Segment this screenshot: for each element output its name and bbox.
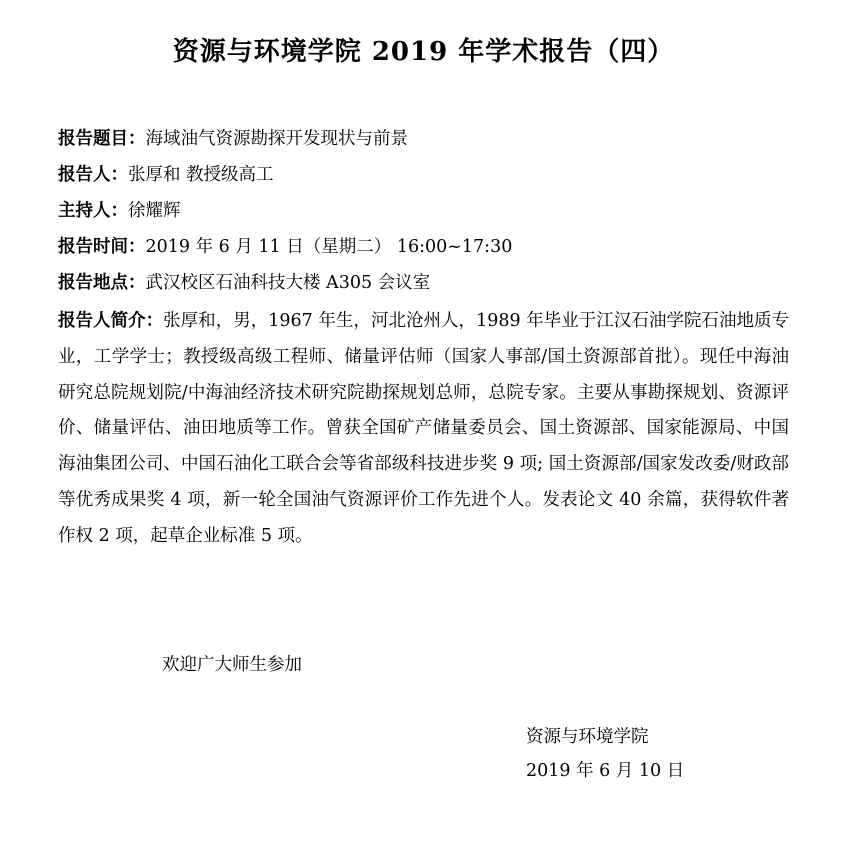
field-value-time: 2019 年 6 月 11 日（星期二） 16:00~17:30 [145,237,513,258]
page-title: 资源与环境学院 2019 年学术报告（四） [172,37,675,67]
document-body [0,122,847,788]
field-label-report-topic: 报告题目： [58,129,146,150]
field-speaker [58,158,789,194]
field-label-speaker: 报告人： [58,165,128,186]
field-value-location: 武汉校区石油科技大楼 A305 会议室 [145,272,431,293]
document-page [0,34,847,861]
field-label-host: 主持人： [58,201,128,222]
field-location [58,266,789,302]
bio-label: 报告人简介： [58,310,164,331]
signature-date: 2019 年 6 月 10 日 [526,761,685,782]
welcome-note: 欢迎广大师生参加 [162,654,302,675]
field-time [58,230,789,266]
speaker-biography [58,304,789,555]
signature-organization: 资源与环境学院 [526,727,649,748]
signature-block [58,720,789,788]
field-value-host: 徐耀辉 [128,201,181,222]
field-value-report-topic: 海域油气资源勘探开发现状与前景 [145,129,408,150]
field-report-topic [58,122,789,158]
field-label-location: 报告地点： [58,272,146,293]
bio-text: 张厚和，男，1967 年生，河北沧州人，1989 年毕业于江汉石油学院石油地质专业，工学学士；教授级高级工程师、储量评估师（国家人事部/国土资源部首批）。现任中海油研究总院规划院/中海油经济技术研究院勘探规划总师，总院专家。主要从事勘探规划、资源评价、储量评估、油田地质等工作。曾获全国矿产储量委员会、国土资源部、国家能源局、中国海油集团公司、中国石油化工联合会等省部级科技进步奖 9 项; 国土资源部/国家发改委/财政部等优秀成果奖 4 项，新一轮全国油气资源评价工作先进个人。发表论文 40 余篇，获得软件著作权 2 项，起草企业标准 5 项。 [58,310,790,547]
field-host [58,194,789,230]
field-value-speaker: 张厚和 教授级高工 [128,165,274,186]
field-label-time: 报告时间： [58,237,146,258]
